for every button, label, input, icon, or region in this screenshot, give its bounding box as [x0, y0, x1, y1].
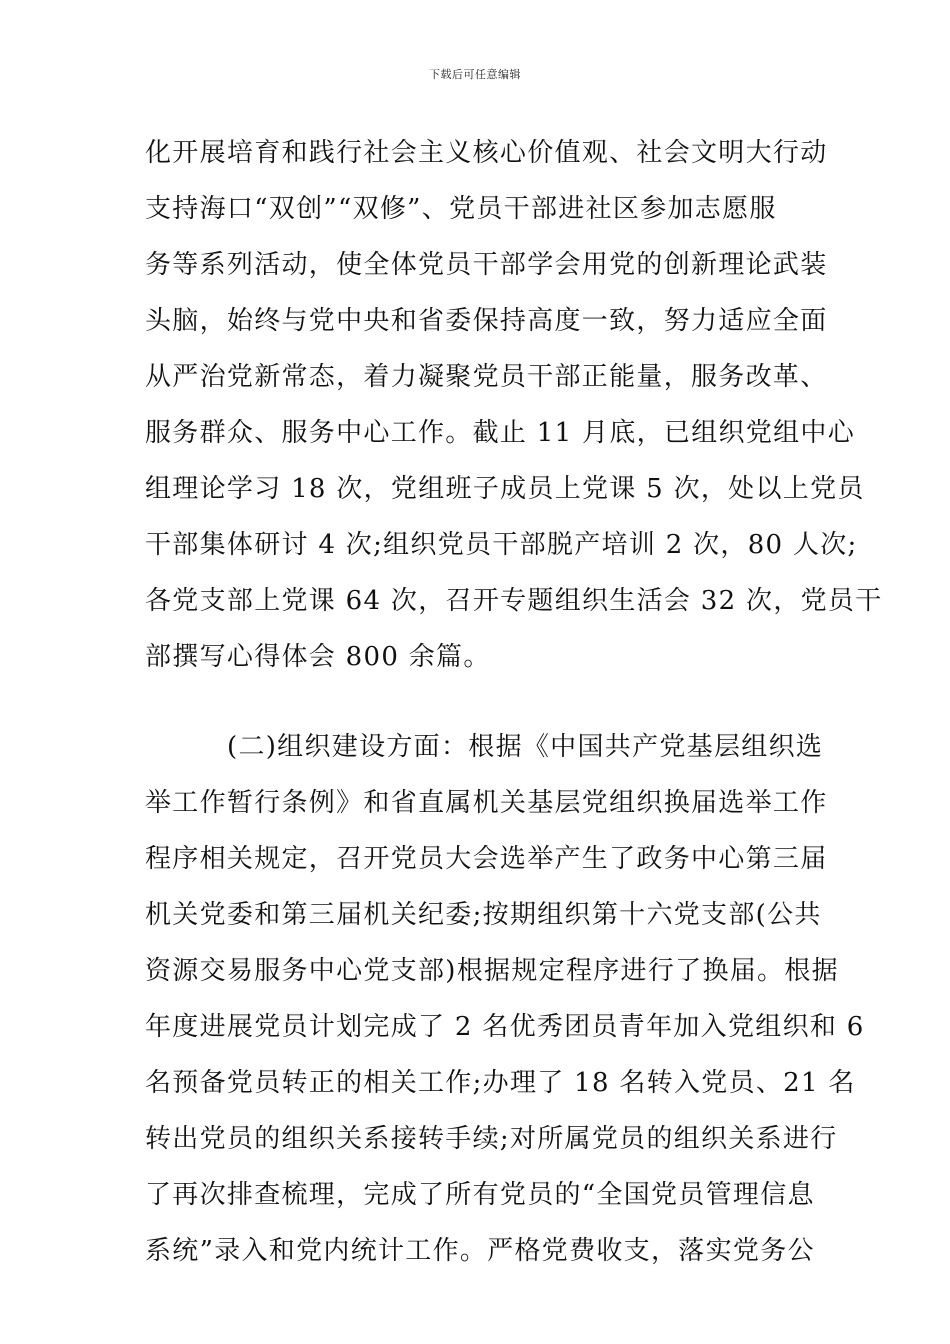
text-line: 了再次排查梳理，完成了所有党员的“全国党员管理信息 [145, 1180, 815, 1210]
text-line: 年度进展党员计划完成了 2 名优秀团员青年加入党组织和 6 [145, 1012, 865, 1042]
text-line: 干部集体研讨 4 次;组织党员干部脱产培训 2 次，80 人次; [145, 530, 858, 560]
text-line: 系统”录入和党内统计工作。严格党费收支，落实党务公 [145, 1236, 815, 1266]
text-line-first: (二)组织建设方面：根据《中国共产党基层组织选 [227, 732, 824, 762]
text-line: 从严治党新常态，着力凝聚党员干部正能量，服务改革、 [145, 362, 828, 392]
text-line: 组理论学习 18 次，党组班子成员上党课 5 次，处以上党员 [145, 474, 865, 504]
text-line: 化开展培育和践行社会主义核心价值观、社会文明大行动 [145, 138, 828, 168]
text-line: 举工作暂行条例》和省直属机关基层党组织换届选举工作 [145, 788, 828, 818]
text-line: 务等系列活动，使全体党员干部学会用党的创新理论武装 [145, 250, 828, 280]
text-line: 资源交易服务中心党支部)根据规定程序进行了换届。根据 [145, 956, 839, 986]
paragraph-2 [145, 719, 865, 1279]
text-line: 头脑，始终与党中央和省委保持高度一致，努力适应全面 [145, 306, 828, 336]
text-line: 名预备党员转正的相关工作;办理了 18 名转入党员、21 名 [145, 1068, 856, 1098]
page-header-note: 下载后可任意编辑 [429, 68, 521, 81]
text-line: 转出党员的组织关系接转手续;对所属党员的组织关系进行 [145, 1124, 838, 1154]
text-line: 支持海口“双创”“双修”、党员干部进社区参加志愿服 [145, 194, 777, 224]
text-line: 部撰写心得体会 800 余篇。 [145, 642, 491, 672]
paragraph-1 [145, 125, 883, 685]
text-line: 机关党委和第三届机关纪委;按期组织第十六党支部(公共 [145, 900, 822, 930]
text-line: 服务群众、服务中心工作。截止 11 月底，已组织党组中心 [145, 418, 856, 448]
text-line: 程序相关规定，召开党员大会选举产生了政务中心第三届 [145, 844, 828, 874]
text-line: 各党支部上党课 64 次，召开专题组织生活会 32 次，党员干 [145, 586, 883, 616]
